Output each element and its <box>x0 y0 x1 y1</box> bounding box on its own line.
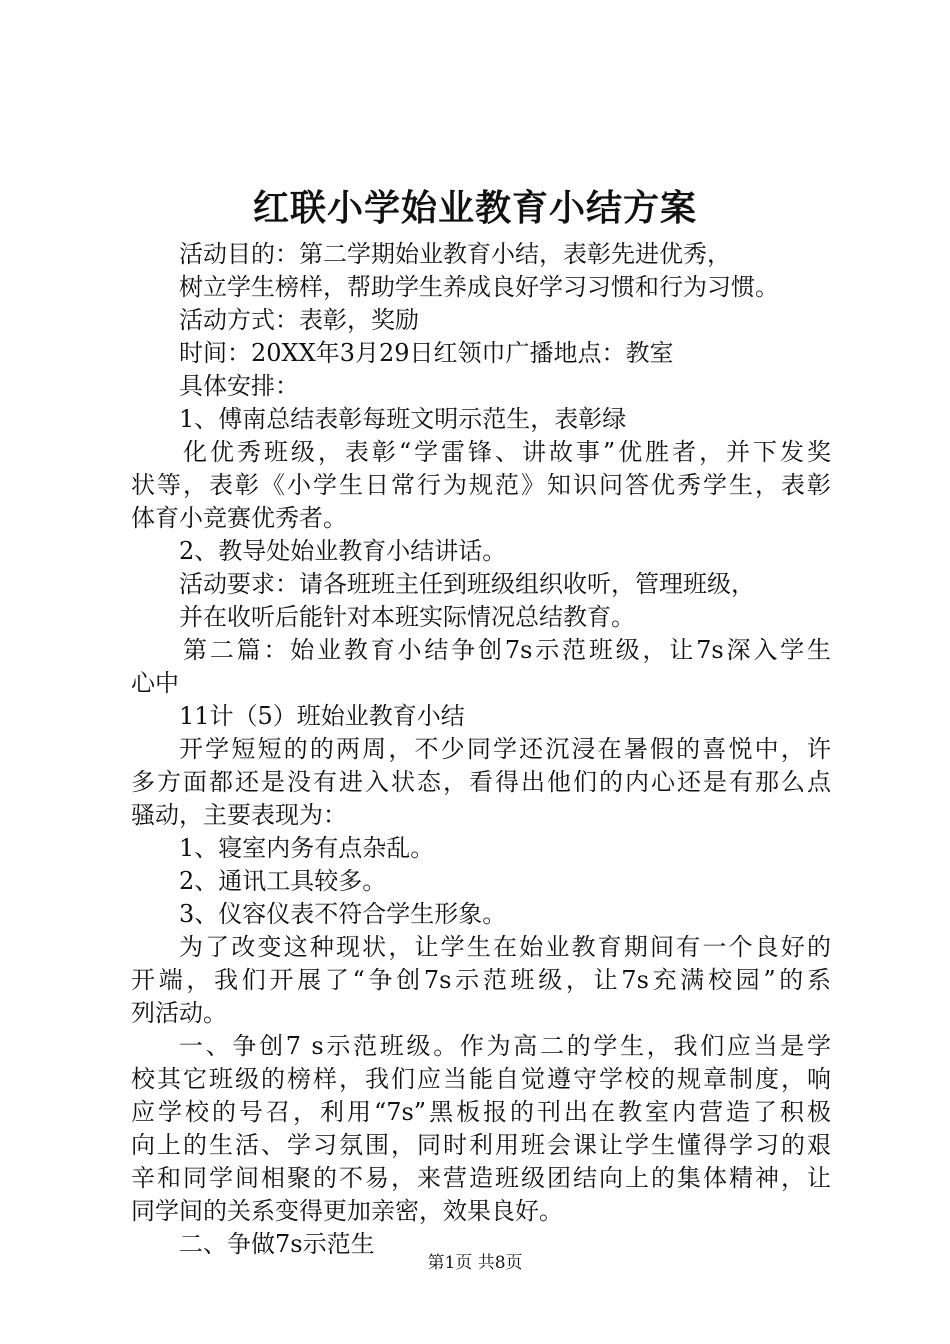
text-line: 时间：20XX年3月29日红领巾广播地点：教室 <box>179 339 674 367</box>
text-line: 应学校的号召，利用“7s”黑板报的刊出在教室内营造了积极 <box>131 1098 831 1126</box>
text-line: 向上的生活、学习氛围，同时利用班会课让学生懂得学习的艰 <box>131 1131 831 1159</box>
text-line: 开端，我们开展了“争创7s示范班级，让7s充满校园”的系 <box>131 966 831 994</box>
text-line: 1、傅南总结表彰每班文明示范生，表彰绿 <box>179 405 627 433</box>
text-line: 第二篇：始业教育小结争创7s示范班级，让7s深入学生 <box>183 636 831 664</box>
text-line: 1、寝室内务有点杂乱。 <box>179 834 435 862</box>
text-line: 骚动，主要表现为： <box>131 801 347 829</box>
text-line: 活动要求：请各班班主任到班级组织收听，管理班级， <box>179 570 755 598</box>
text-line: 具体安排： <box>179 372 299 400</box>
text-line: 3、仪容仪表不符合学生形象。 <box>179 900 507 928</box>
text-line: 体育小竞赛优秀者。 <box>131 504 347 532</box>
text-line: 11计（5）班始业教育小结 <box>179 702 465 730</box>
page-number: 第1页 共8页 <box>427 1253 523 1273</box>
text-line: 2、通讯工具较多。 <box>179 867 387 895</box>
text-line: 开学短短的的两周，不少同学还沉浸在暑假的喜悦中，许 <box>179 735 831 763</box>
text-line: 并在收听后能针对本班实际情况总结教育。 <box>179 603 635 631</box>
text-line: 心中 <box>131 669 179 697</box>
text-line: 同学间的关系变得更加亲密，效果良好。 <box>131 1197 563 1225</box>
text-line: 一、争创7 s示范班级。作为高二的学生，我们应当是学 <box>179 1032 831 1060</box>
text-line: 列活动。 <box>131 999 227 1027</box>
text-line: 多方面都还是没有进入状态，看得出他们的内心还是有那么点 <box>131 768 831 796</box>
document-title: 红联小学始业教育小结方案 <box>252 187 697 229</box>
text-line: 状等，表彰《小学生日常行为规范》知识问答优秀学生，表彰 <box>131 471 831 499</box>
text-line: 2、教导处始业教育小结讲话。 <box>179 537 507 565</box>
text-line: 二、争做7s示范生 <box>179 1230 375 1258</box>
text-line: 活动方式：表彰，奖励 <box>179 306 419 334</box>
text-line: 辛和同学间相聚的不易，来营造班级团结向上的集体精神，让 <box>131 1164 831 1192</box>
text-line: 树立学生榜样，帮助学生养成良好学习习惯和行为习惯。 <box>179 273 779 301</box>
text-line: 校其它班级的榜样，我们应当能自觉遵守学校的规章制度，响 <box>131 1065 831 1093</box>
text-line: 化优秀班级，表彰“学雷锋、讲故事”优胜者，并下发奖 <box>183 438 831 466</box>
document-body <box>131 238 831 1261</box>
text-line: 为了改变这种现状，让学生在始业教育期间有一个良好的 <box>179 933 831 961</box>
text-line: 活动目的：第二学期始业教育小结，表彰先进优秀， <box>179 240 731 268</box>
